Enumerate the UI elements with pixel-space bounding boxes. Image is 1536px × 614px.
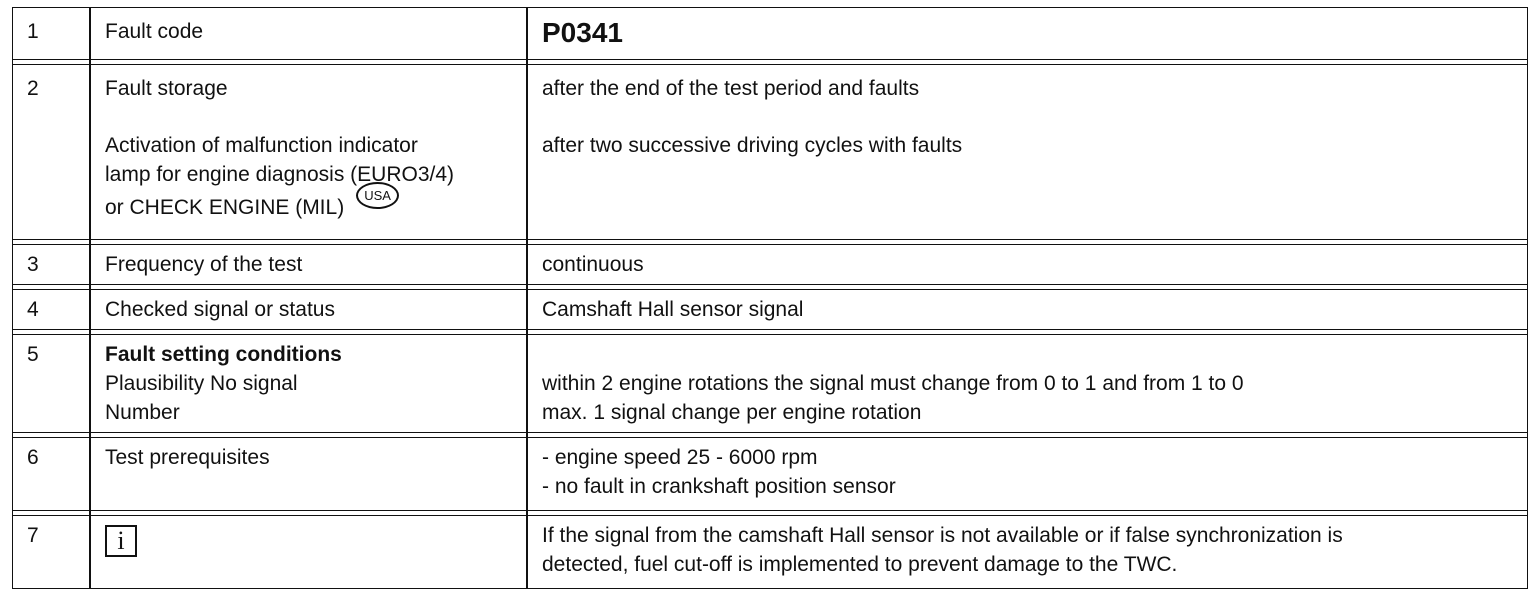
row-value bbox=[527, 515, 1528, 589]
row-number: 7 bbox=[12, 515, 90, 589]
row-label: Checked signal or status bbox=[90, 289, 527, 330]
row-number: 6 bbox=[12, 437, 90, 511]
row-number: 1 bbox=[12, 7, 90, 60]
note-line2: detected, fuel cut-off is implemented to prevent damage to the TWC. bbox=[542, 553, 1178, 576]
table-row bbox=[12, 64, 1528, 240]
note-line1: If the signal from the camshaft Hall sensor is not available or if false synchronization is bbox=[542, 524, 1343, 547]
number-label: Number bbox=[105, 401, 180, 424]
plausibility-label: Plausibility No signal bbox=[105, 372, 298, 395]
info-icon: i bbox=[105, 525, 137, 557]
mil-activation-label-line2: lamp for engine diagnosis (EURO3/4) bbox=[105, 163, 455, 186]
row-label: Frequency of the test bbox=[90, 244, 527, 285]
table-row bbox=[12, 244, 1528, 285]
table-row bbox=[12, 437, 1528, 511]
usa-badge-icon: USA bbox=[356, 182, 399, 209]
row-number: 2 bbox=[12, 64, 90, 240]
check-engine-label: or CHECK ENGINE (MIL) bbox=[105, 196, 345, 219]
plausibility-value: within 2 engine rotations the signal must change from 0 to 1 and from 1 to 0 bbox=[542, 372, 1244, 395]
row-value: Camshaft Hall sensor signal bbox=[527, 289, 1528, 330]
row-number: 3 bbox=[12, 244, 90, 285]
row-label: Fault code bbox=[90, 7, 527, 60]
table-row bbox=[12, 289, 1528, 330]
row-number: 5 bbox=[12, 334, 90, 433]
fault-storage-label: Fault storage bbox=[105, 77, 228, 100]
row-label bbox=[90, 64, 527, 240]
fault-code-value bbox=[527, 7, 1528, 60]
mil-activation-value: after two successive driving cycles with faults bbox=[542, 134, 963, 157]
table-row bbox=[12, 7, 1528, 60]
fault-code: P0341 bbox=[542, 17, 623, 48]
row-label: Test prerequisites bbox=[90, 437, 527, 511]
row-value bbox=[527, 437, 1528, 511]
row-value: continuous bbox=[527, 244, 1528, 285]
mil-activation-label-line1: Activation of malfunction indicator bbox=[105, 134, 418, 157]
mil-activation-label-line3 bbox=[105, 188, 526, 223]
table-row bbox=[12, 515, 1528, 589]
row-value bbox=[527, 64, 1528, 240]
prerequisite-engine-speed: - engine speed 25 - 6000 rpm bbox=[542, 446, 818, 469]
fault-code-table bbox=[12, 7, 1528, 589]
row-label bbox=[90, 515, 527, 589]
fault-setting-conditions-heading: Fault setting conditions bbox=[105, 343, 342, 366]
number-value: max. 1 signal change per engine rotation bbox=[542, 401, 922, 424]
prerequisite-crankshaft: - no fault in crankshaft position sensor bbox=[542, 475, 896, 498]
fault-storage-value: after the end of the test period and faults bbox=[542, 77, 920, 100]
row-value bbox=[527, 334, 1528, 433]
row-number: 4 bbox=[12, 289, 90, 330]
fault-code-sheet bbox=[12, 7, 1528, 614]
table-row bbox=[12, 334, 1528, 433]
row-label bbox=[90, 334, 527, 433]
